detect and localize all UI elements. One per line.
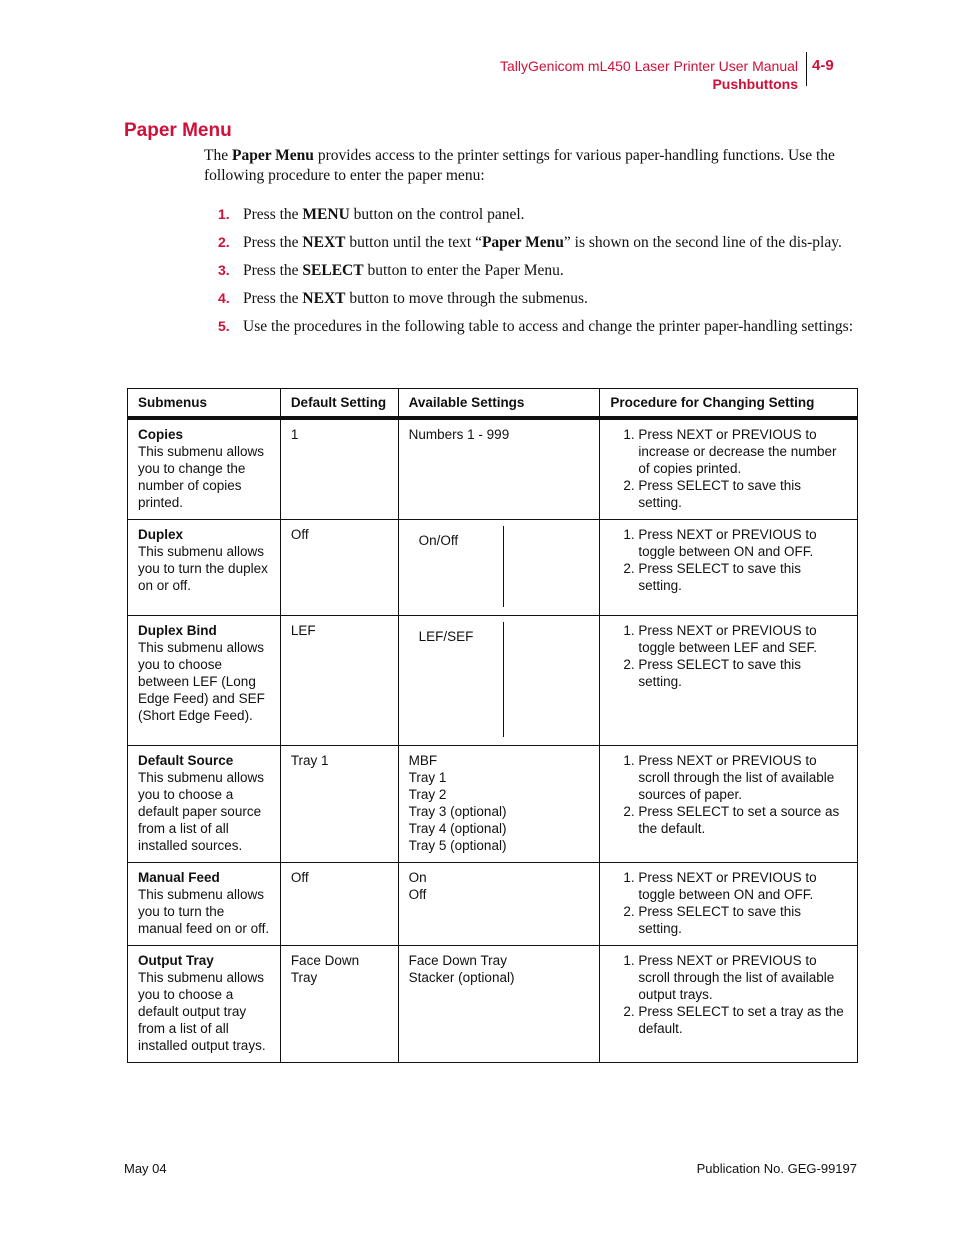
submenu-cell xyxy=(128,520,281,616)
step-item: 4. Press the NEXT button to move through the submenus. xyxy=(218,290,588,307)
section-name: Pushbuttons xyxy=(712,76,798,92)
available-cell: Face Down Tray Stacker (optional) xyxy=(398,946,600,1063)
submenu-name: Copies xyxy=(138,427,184,442)
default-cell: 1 xyxy=(280,418,398,520)
footer-date: May 04 xyxy=(124,1161,167,1176)
footer-publication: Publication No. GEG-99197 xyxy=(696,1161,857,1176)
submenu-cell xyxy=(128,746,281,863)
manual-title: TallyGenicom mL450 Laser Printer User Manual xyxy=(499,58,798,74)
submenu-cell xyxy=(128,946,281,1063)
submenu-description: This submenu allows you to choose a default paper source from a list of all installed sources. xyxy=(138,770,265,853)
intro-bold-term: Paper Menu xyxy=(231,147,314,164)
submenu-description: This submenu allows you to choose a default output tray from a list of all installed output trays. xyxy=(138,970,266,1053)
table-row xyxy=(128,946,858,1063)
submenu-cell xyxy=(128,616,281,746)
procedure-cell: 1. Press NEXT or PREVIOUS to scroll through the list of available output trays. 2. Press SELECT to set a tray as the default. xyxy=(600,946,858,1063)
table-row xyxy=(128,520,858,616)
table-row xyxy=(128,863,858,946)
submenu-cell xyxy=(128,418,281,520)
table-row xyxy=(128,616,858,746)
available-cell: On Off xyxy=(398,863,600,946)
paper-menu-table xyxy=(127,388,858,1063)
available-cell: On/Off xyxy=(398,520,600,616)
procedure-cell: 1. Press NEXT or PREVIOUS to increase or decrease the number of copies printed. 2. Press SELECT to save this setting. xyxy=(600,418,858,520)
column-header: Available Settings xyxy=(398,389,600,419)
table-header-row xyxy=(128,389,858,419)
available-cell: LEF/SEF xyxy=(398,616,600,746)
step-item: 1. Press the MENU button on the control panel. xyxy=(218,206,525,223)
running-header xyxy=(500,57,798,93)
step-item: 5. Use the procedures in the following table to access and change the printer paper-handling settings: xyxy=(218,318,854,335)
submenu-name: Default Source xyxy=(138,753,234,768)
submenu-description: This submenu allows you to change the number of copies printed. xyxy=(138,444,265,510)
default-cell: Off xyxy=(280,520,398,616)
header-divider xyxy=(806,52,807,86)
procedure-steps xyxy=(204,205,860,345)
submenu-name: Manual Feed xyxy=(138,870,220,885)
page-number: 4-9 xyxy=(812,57,834,74)
submenu-name: Duplex Bind xyxy=(138,623,217,638)
table-row xyxy=(128,418,858,520)
default-cell: Tray 1 xyxy=(280,746,398,863)
submenu-name: Output Tray xyxy=(138,953,214,968)
default-cell: LEF xyxy=(280,616,398,746)
procedure-cell: 1. Press NEXT or PREVIOUS to toggle between ON and OFF. 2. Press SELECT to save this setting. xyxy=(600,520,858,616)
column-header: Submenus xyxy=(128,389,281,419)
available-cell: MBF Tray 1 Tray 2 Tray 3 (optional) Tray 4 (optional) Tray 5 (optional) xyxy=(398,746,600,863)
table-row xyxy=(128,746,858,863)
default-cell: Face Down Tray xyxy=(280,946,398,1063)
page-heading: Paper Menu xyxy=(124,120,232,141)
submenu-description: This submenu allows you to choose between LEF (Long Edge Feed) and SEF (Short Edge Feed). xyxy=(138,640,265,723)
submenu-name: Duplex xyxy=(138,527,184,542)
available-cell: Numbers 1 - 999 xyxy=(398,418,600,520)
procedure-cell: 1. Press NEXT or PREVIOUS to toggle between LEF and SEF. 2. Press SELECT to save this setting. xyxy=(600,616,858,746)
column-header: Default Setting xyxy=(280,389,398,419)
column-header: Procedure for Changing Setting xyxy=(600,389,858,419)
procedure-cell: 1. Press NEXT or PREVIOUS to scroll through the list of available sources of paper. 2. Press SELECT to set a source as the default. xyxy=(600,746,858,863)
step-item: 3. Press the SELECT button to enter the Paper Menu. xyxy=(218,262,564,279)
procedure-cell: 1. Press NEXT or PREVIOUS to toggle between ON and OFF. 2. Press SELECT to save this setting. xyxy=(600,863,858,946)
intro-paragraph: The Paper Menu provides access to the printer settings for various paper-handling functions. Use the following procedure to enter the paper menu: xyxy=(204,147,835,184)
submenu-description: This submenu allows you to turn the manual feed on or off. xyxy=(138,887,270,936)
default-cell: Off xyxy=(280,863,398,946)
submenu-cell xyxy=(128,863,281,946)
step-item: 2. Press the NEXT button until the text “Paper Menu” is shown on the second line of the dis-play. xyxy=(218,234,842,251)
submenu-description: This submenu allows you to turn the duplex on or off. xyxy=(138,544,268,593)
